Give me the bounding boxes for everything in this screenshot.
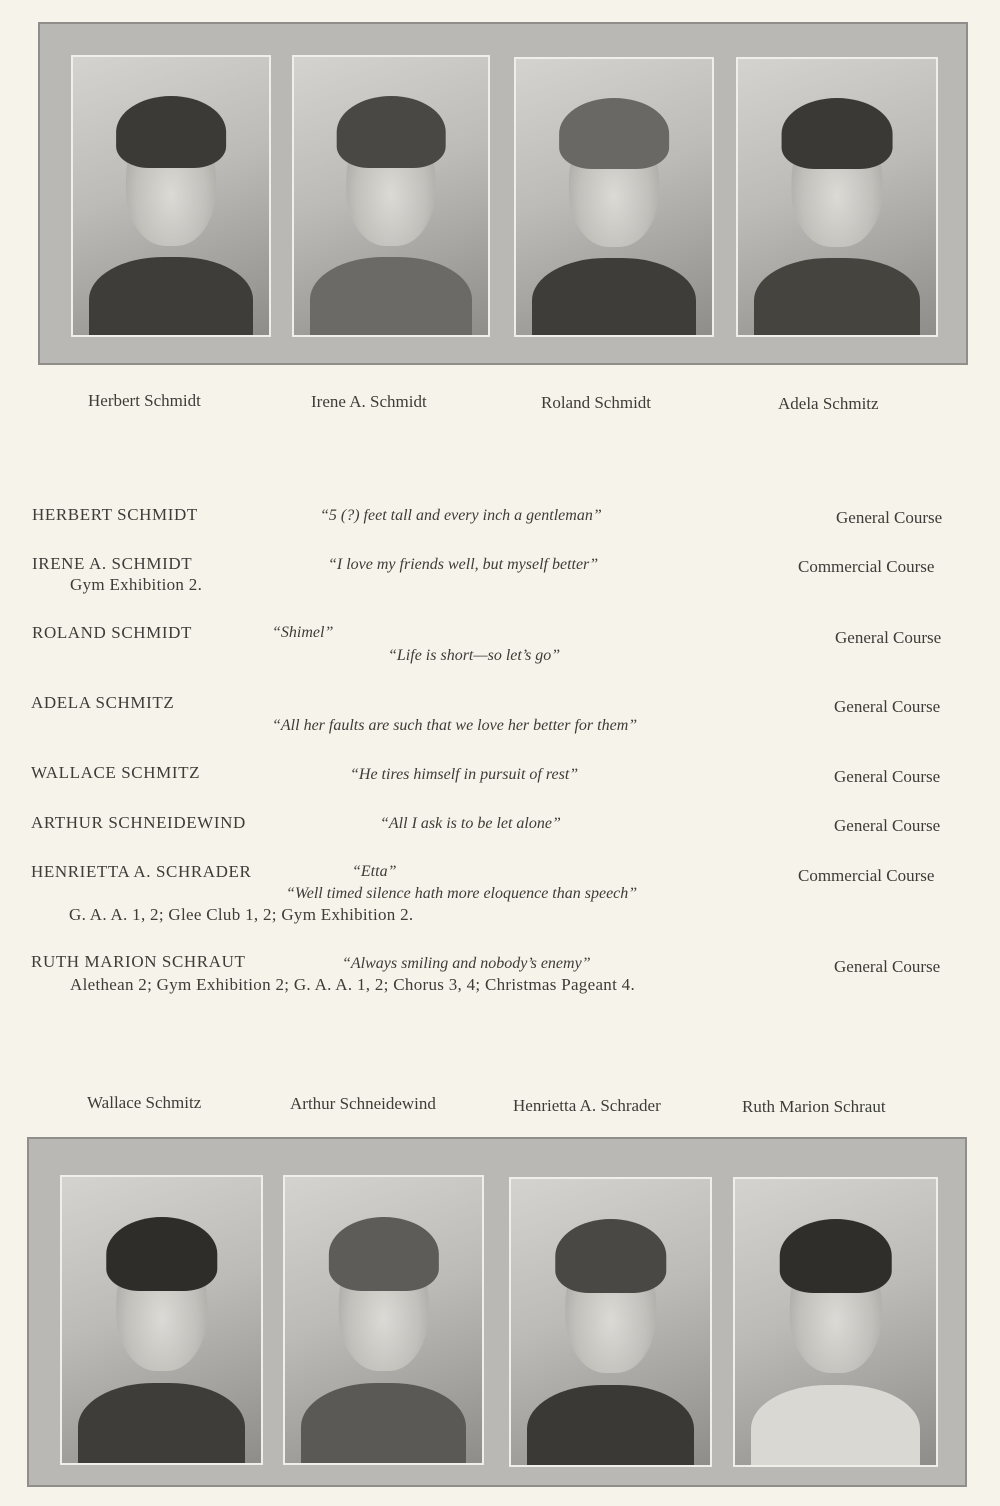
caption-irene-schmidt: Irene A. Schmidt [311, 392, 427, 411]
student-course: General Course [835, 628, 942, 647]
portrait-wallace-schmitz [60, 1175, 263, 1465]
caption-arthur-schneidewind: Arthur Schneidewind [290, 1094, 436, 1113]
student-course: General Course [834, 816, 941, 835]
top-photo-panel [38, 22, 968, 365]
caption-herbert-schmidt: Herbert Schmidt [88, 391, 201, 410]
student-quote: “Well timed silence hath more eloquence than speech” [286, 885, 638, 902]
student-name: RUTH MARION SCHRAUT [31, 952, 246, 971]
student-quote: “Life is short—so let’s go” [388, 647, 561, 664]
student-name: ADELA SCHMITZ [31, 693, 175, 712]
portrait-arthur-schneidewind [283, 1175, 484, 1465]
student-activities: Alethean 2; Gym Exhibition 2; G. A. A. 1, 2; Chorus 3, 4; Christmas Pageant 4. [70, 975, 636, 994]
student-name: ROLAND SCHMIDT [32, 623, 192, 642]
portrait-adela-schmitz [736, 57, 938, 337]
portrait-herbert-schmidt [71, 55, 271, 337]
caption-adela-schmitz: Adela Schmitz [778, 394, 879, 413]
student-quote: “Always smiling and nobody’s enemy” [342, 955, 591, 972]
student-name: IRENE A. SCHMIDT [32, 554, 193, 573]
student-name: HENRIETTA A. SCHRADER [31, 862, 252, 881]
caption-wallace-schmitz: Wallace Schmitz [87, 1093, 202, 1112]
portrait-ruth-schraut [733, 1177, 938, 1467]
student-quote: “5 (?) feet tall and every inch a gentleman” [320, 507, 602, 524]
student-course: Commercial Course [798, 866, 935, 885]
student-quote: “All I ask is to be let alone” [380, 815, 561, 832]
student-course: General Course [834, 957, 941, 976]
student-course: General Course [836, 508, 943, 527]
student-name: HERBERT SCHMIDT [32, 505, 198, 524]
student-course: Commercial Course [798, 557, 935, 576]
student-quote: “He tires himself in pursuit of rest” [350, 766, 579, 783]
caption-henrietta-schrader: Henrietta A. Schrader [513, 1096, 661, 1115]
student-course: General Course [834, 767, 941, 786]
student-nickname: “Etta” [352, 863, 397, 880]
bottom-photo-panel [27, 1137, 967, 1487]
student-quote: “All her faults are such that we love her better for them” [272, 717, 638, 734]
portrait-irene-schmidt [292, 55, 490, 337]
caption-roland-schmidt: Roland Schmidt [541, 393, 652, 412]
student-name: WALLACE SCHMITZ [31, 763, 201, 782]
caption-ruth-schraut: Ruth Marion Schraut [742, 1097, 886, 1116]
student-name: ARTHUR SCHNEIDEWIND [31, 813, 246, 832]
student-activities: Gym Exhibition 2. [70, 575, 203, 594]
student-nickname: “Shimel” [272, 624, 334, 641]
portrait-roland-schmidt [514, 57, 714, 337]
student-course: General Course [834, 697, 941, 716]
portrait-henrietta-schrader [509, 1177, 712, 1467]
student-activities: G. A. A. 1, 2; Glee Club 1, 2; Gym Exhibition 2. [69, 905, 414, 924]
student-quote: “I love my friends well, but myself better” [328, 556, 599, 573]
